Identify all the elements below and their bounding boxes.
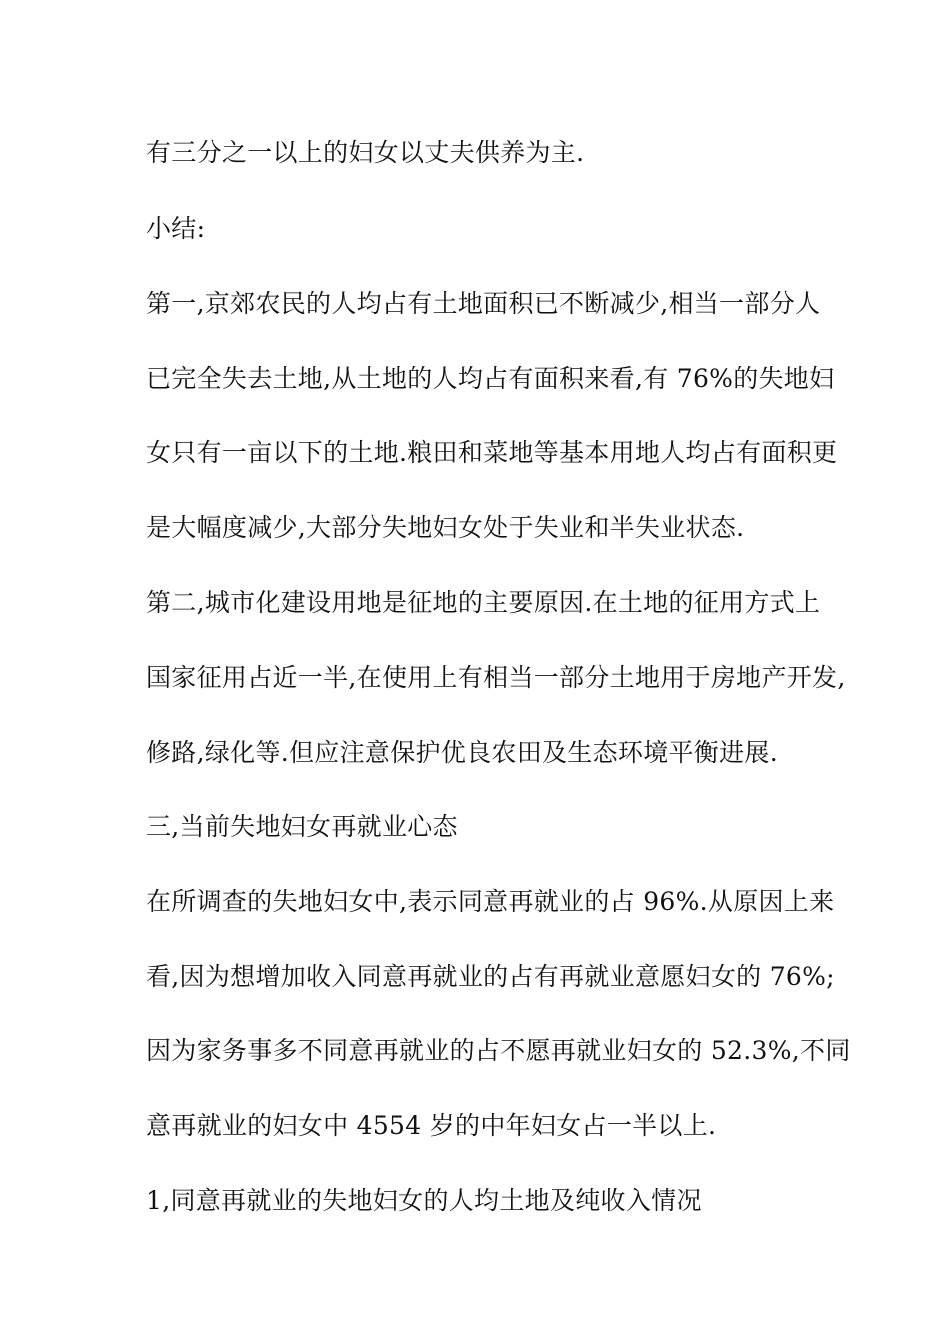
text-line: 是大幅度减少,大部分失地妇女处于失业和半失业状态. — [146, 513, 745, 542]
text-line: 有三分之一以上的妇女以丈夫供养为主. — [146, 138, 585, 167]
text-line: 意再就业的妇女中 4554 岁的中年妇女占一半以上. — [146, 1111, 717, 1140]
text-line: 看,因为想增加收入同意再就业的占有再就业意愿妇女的 76%; — [146, 962, 835, 991]
subsection-heading: 1,同意再就业的失地妇女的人均土地及纯收入情况 — [146, 1186, 702, 1215]
text-line: 在所调查的失地妇女中,表示同意再就业的占 96%.从原因上来 — [146, 887, 835, 916]
text-line: 女只有一亩以下的土地.粮田和菜地等基本用地人均占有面积更 — [146, 438, 838, 467]
text-line: 修路,绿化等.但应注意保护优良农田及生态环境平衡进展. — [146, 738, 778, 767]
text-line: 国家征用占近一半,在使用上有相当一部分土地用于房地产开发, — [146, 663, 846, 692]
section-heading: 小结: — [146, 214, 206, 243]
text-line: 因为家务事多不同意再就业的占不愿再就业妇女的 52.3%,不同 — [146, 1036, 851, 1065]
text-line: 已完全失去土地,从土地的人均占有面积来看,有 76%的失地妇 — [146, 364, 835, 393]
section-heading: 三,当前失地妇女再就业心态 — [146, 812, 458, 841]
text-line: 第一,京郊农民的人均占有土地面积已不断减少,相当一部分人 — [146, 289, 821, 318]
text-line: 第二,城市化建设用地是征地的主要原因.在土地的征用方式上 — [146, 588, 821, 617]
